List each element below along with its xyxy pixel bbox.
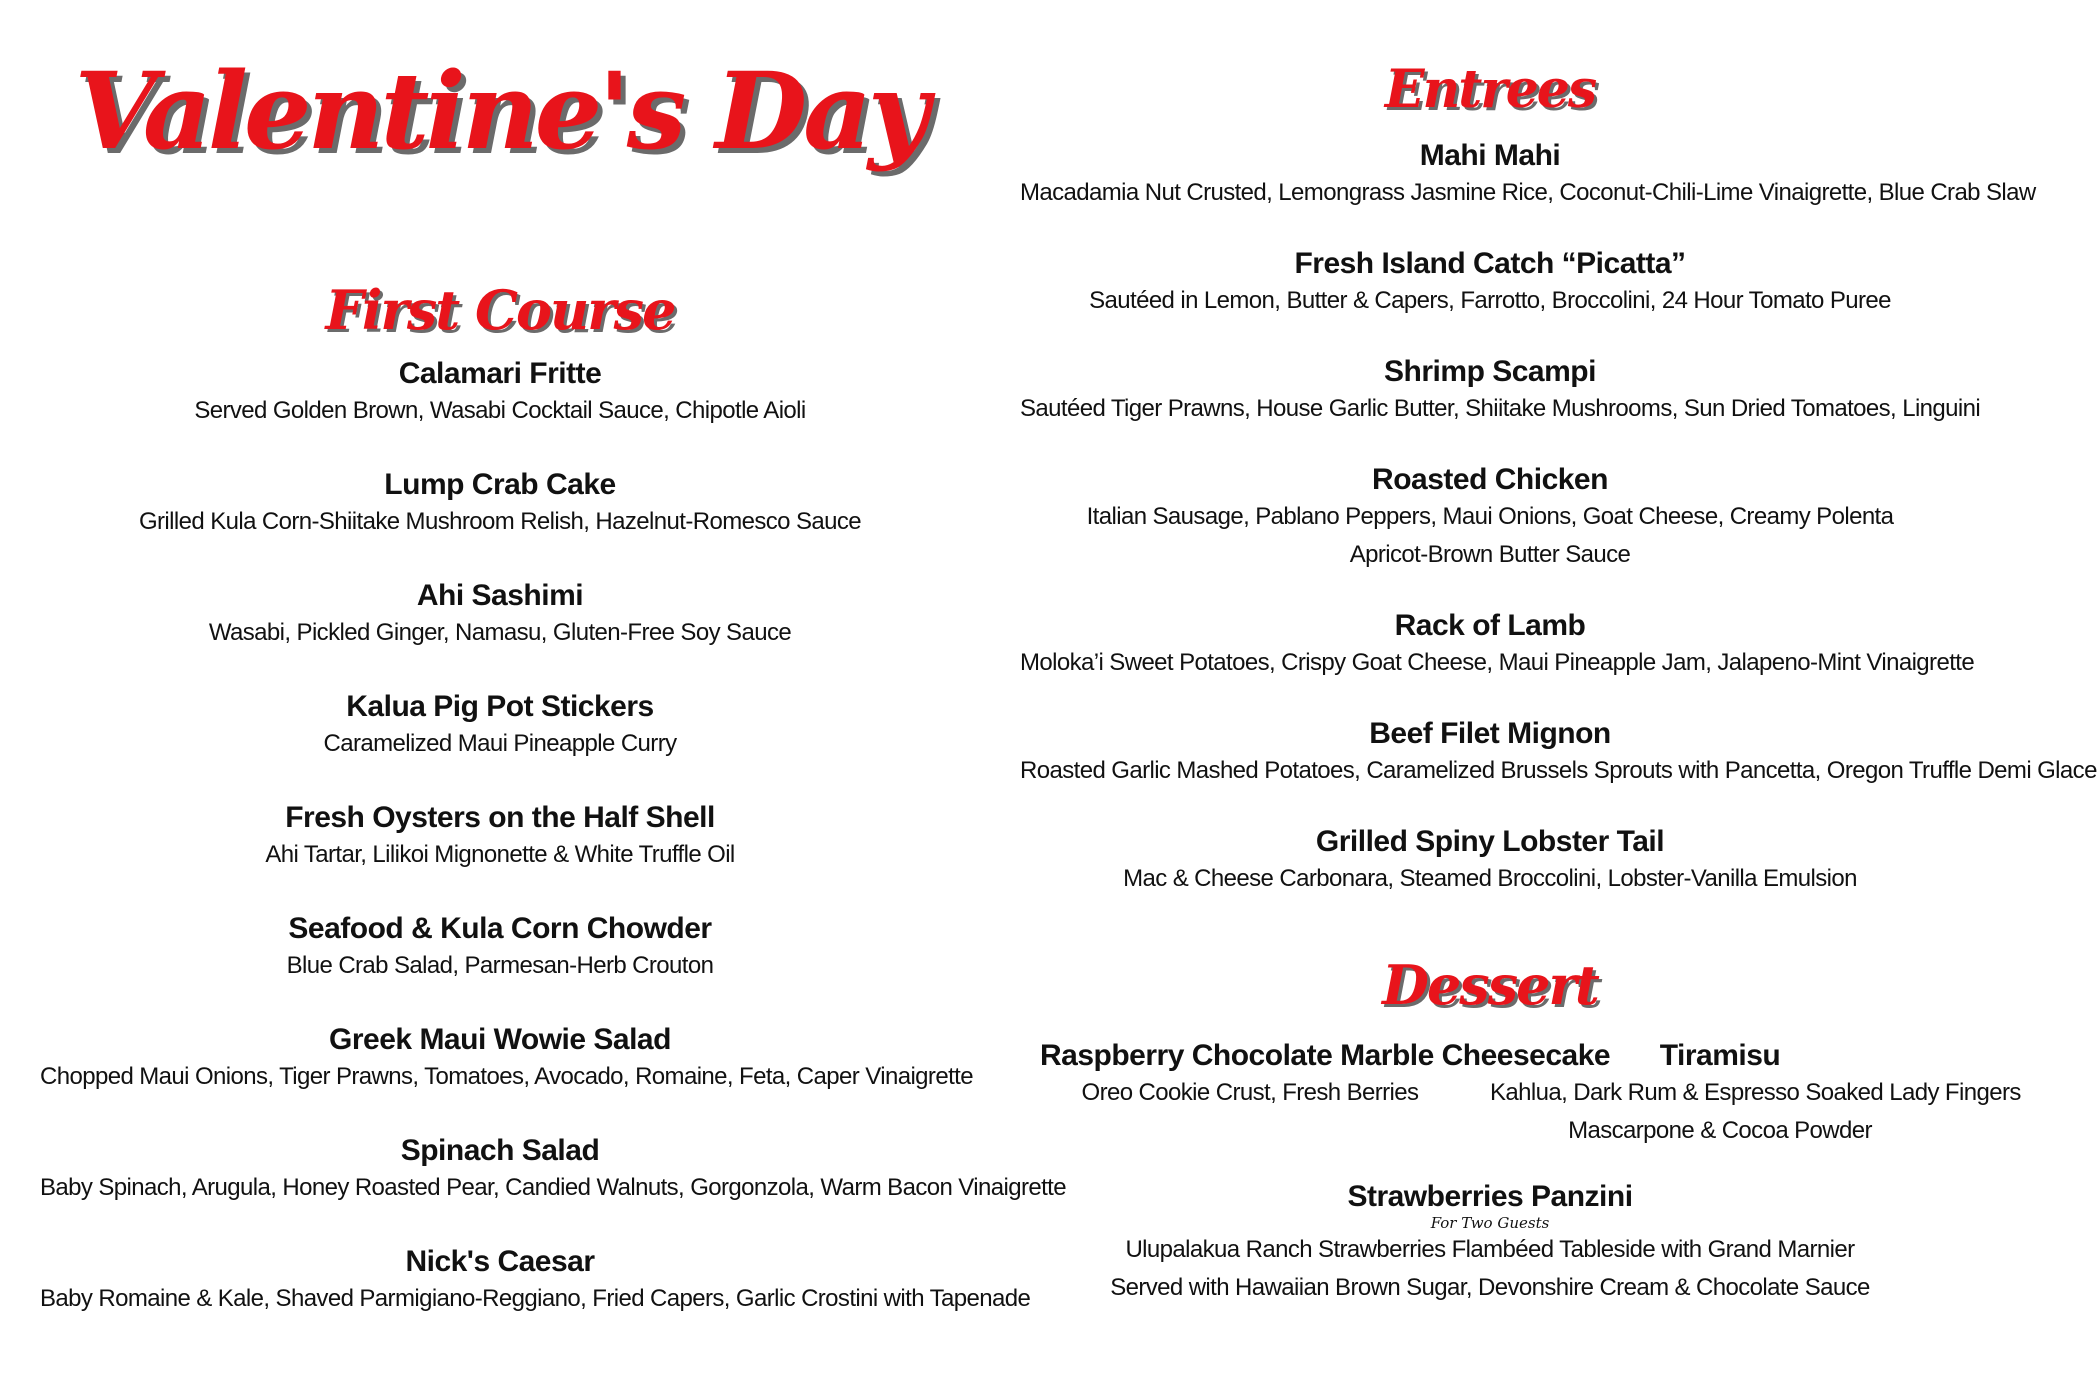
item-name: Mahi Mahi [1419,139,1561,172]
dessert-heading: Dessert [1382,953,1598,1017]
item-description: Blue Crab Salad, Parmesan-Herb Crouton [286,952,714,979]
first-course-item [40,689,960,763]
item-description: Baby Spinach, Arugula, Honey Roasted Pear, Candied Walnuts, Gorgonzola, Warm Bacon Vinaigrette [40,1174,1066,1201]
entree-item [1020,138,2036,212]
item-description: Kahlua, Dark Rum & Espresso Soaked Lady Fingers [1490,1079,2021,1106]
item-description: Roasted Garlic Mashed Potatoes, Caramelized Brussels Sprouts with Pancetta, Oregon Truffle Demi Glace [1020,757,2097,784]
item-name: Fresh Oysters on the Half Shell [285,801,715,834]
item-name: Calamari Fritte [398,357,602,390]
item-name: Strawberries Panzini [1347,1180,1633,1213]
item-name: Roasted Chicken [1372,463,1608,496]
first-course-item [40,911,960,985]
item-description: Ulupalakua Ranch Strawberries Flambéed Tableside with Grand Marnier [1125,1236,1855,1263]
entree-item [1020,824,1960,898]
first-course-item [40,356,960,430]
item-description: Italian Sausage, Pablano Peppers, Maui Onions, Goat Cheese, Creamy Polenta [1086,503,1894,530]
item-description-line2: Mascarpone & Cocoa Powder [1568,1117,1872,1144]
item-description-line2: Apricot-Brown Butter Sauce [1349,541,1631,568]
entree-item [1020,354,1981,428]
entree-item [1020,608,1975,682]
dessert-item [1040,1038,1611,1112]
first-course-item [40,1133,1066,1207]
item-name: Grilled Spiny Lobster Tail [1315,825,1665,858]
item-description: Baby Romaine & Kale, Shaved Parmigiano-Reggiano, Fried Capers, Garlic Crostini with Tapenade [40,1285,1031,1312]
item-description: Mac & Cheese Carbonara, Steamed Broccolini, Lobster-Vanilla Emulsion [1123,865,1857,892]
item-description: Ahi Tartar, Lilikoi Mignonette & White Truffle Oil [265,841,735,868]
dessert-item [1490,1038,2021,1150]
item-description: Macadamia Nut Crusted, Lemongrass Jasmine Rice, Coconut-Chili-Lime Vinaigrette, Blue Crab Slaw [1020,179,2036,206]
item-description: Wasabi, Pickled Ginger, Namasu, Gluten-Free Soy Sauce [208,619,792,646]
entree-item [1020,246,1960,320]
entrees-heading: Entrees [1384,59,1596,120]
item-description: Grilled Kula Corn-Shiitake Mushroom Relish, Hazelnut-Romesco Sauce [138,508,862,535]
first-course-item [40,578,960,652]
item-description: Served Golden Brown, Wasabi Cocktail Sauce, Chipotle Aioli [194,397,806,424]
item-name: Kalua Pig Pot Stickers [346,690,654,723]
first-course-item [40,467,960,541]
item-name: Rack of Lamb [1394,609,1586,642]
item-name: Beef Filet Mignon [1369,717,1611,750]
item-name: Spinach Salad [400,1134,600,1167]
first-course-item [40,1244,1031,1318]
first-course-item [40,1022,973,1096]
item-name: Raspberry Chocolate Marble Cheesecake [1040,1039,1611,1072]
item-name: Shrimp Scampi [1384,355,1596,388]
entree-item [1020,716,2097,790]
item-name: Lump Crab Cake [384,468,616,501]
item-name: Fresh Island Catch “Picatta” [1294,247,1686,280]
item-name: Tiramisu [1659,1039,1781,1072]
first-course-item [40,800,960,874]
entree-item [1020,462,1960,574]
item-description-line2: Served with Hawaiian Brown Sugar, Devonshire Cream & Chocolate Sauce [1110,1274,1870,1301]
item-description: Chopped Maui Onions, Tiger Prawns, Tomatoes, Avocado, Romaine, Feta, Caper Vinaigrette [40,1063,973,1090]
item-name: Seafood & Kula Corn Chowder [288,912,712,945]
item-description: Oreo Cookie Crust, Fresh Berries [1081,1079,1419,1106]
first-course-heading: First Course [325,278,675,342]
item-description: Caramelized Maui Pineapple Curry [323,730,677,757]
item-name: Nick's Caesar [405,1245,595,1278]
item-name: Ahi Sashimi [416,579,584,612]
menu-title: Valentine's Day [74,48,926,173]
item-name: Greek Maui Wowie Salad [329,1023,671,1056]
item-description: Sautéed in Lemon, Butter & Capers, Farrotto, Broccolini, 24 Hour Tomato Puree [1089,287,1891,314]
dessert-item [1040,1179,1940,1307]
item-description: Sautéed Tiger Prawns, House Garlic Butter, Shiitake Mushrooms, Sun Dried Tomatoes, Linguini [1020,395,1981,422]
item-note: For Two Guests [1430,1214,1550,1232]
item-description: Moloka’i Sweet Potatoes, Crispy Goat Cheese, Maui Pineapple Jam, Jalapeno-Mint Vinaigrette [1020,649,1975,676]
